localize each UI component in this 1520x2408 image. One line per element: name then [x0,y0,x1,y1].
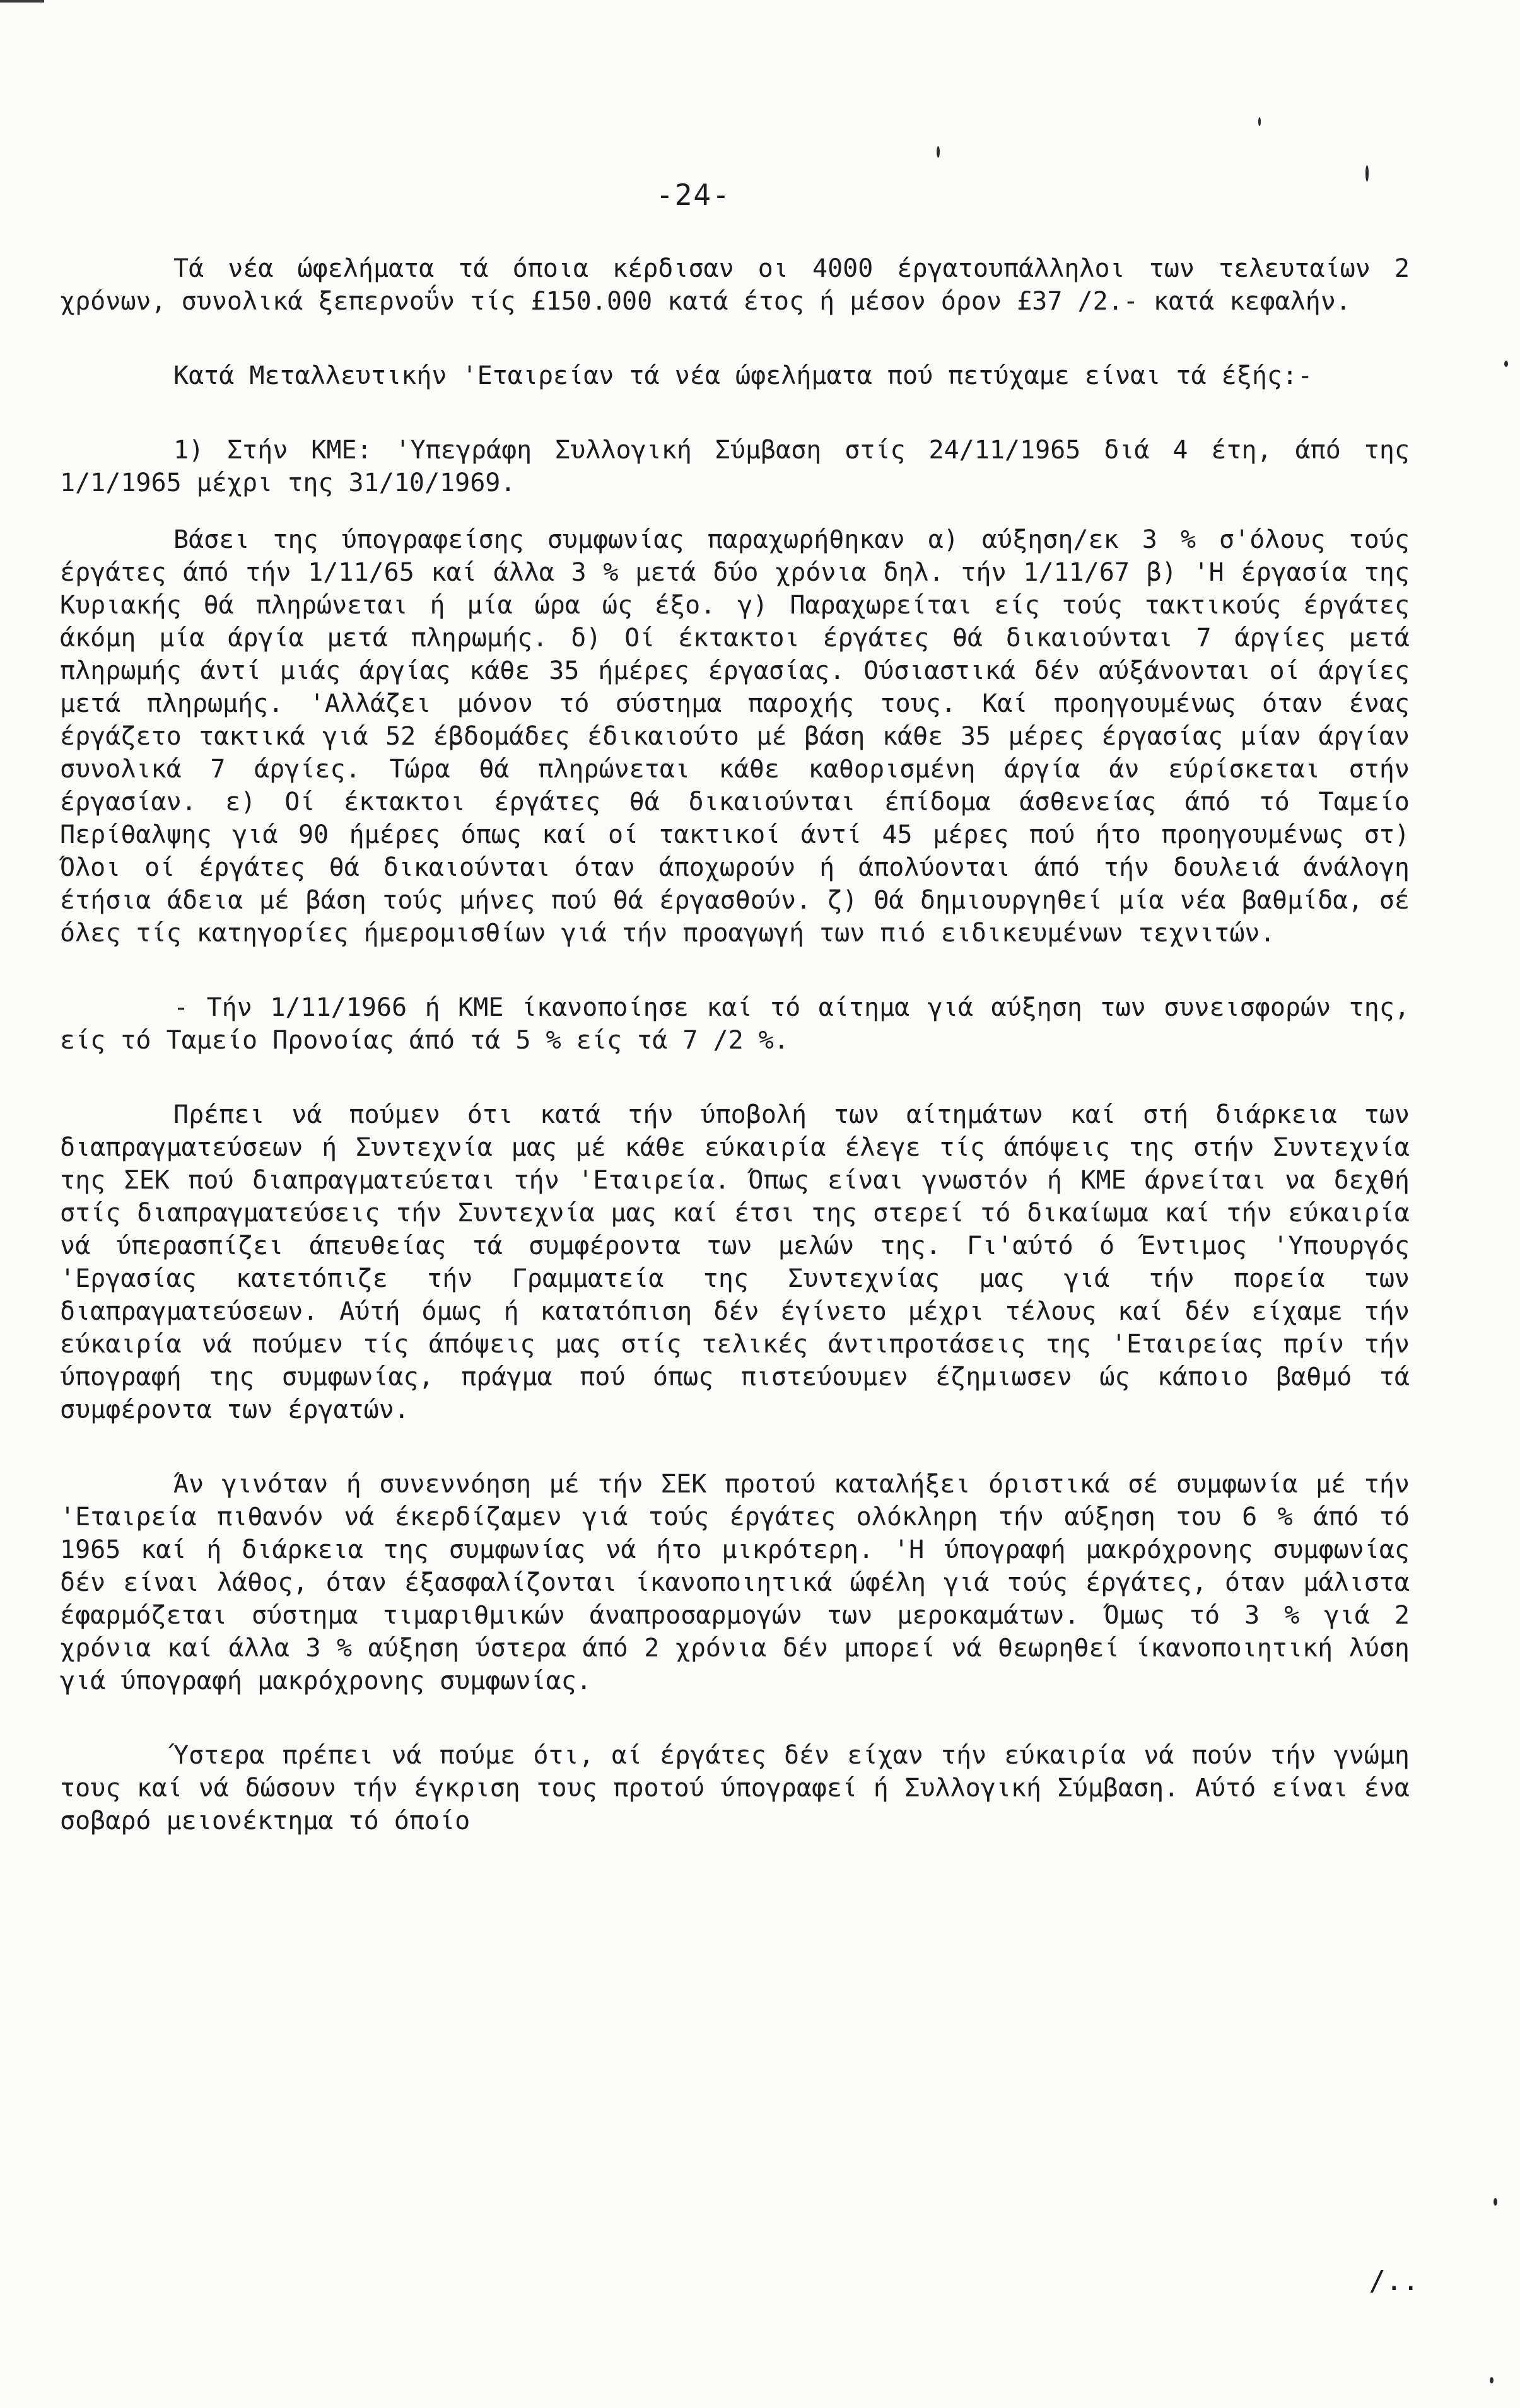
scan-speck [937,146,940,158]
scan-speck [1490,2377,1494,2383]
paragraph-4: Βάσει της ύπογραφείσης συμφωνίας παραχωρήθηκαν α) αύξηση/εκ 3 % σ'όλους τούς έργάτες άπό τήν 1/11/65 καί άλλα 3 % μετά δύο χρόνια δηλ. τήν 1/11/67 β) 'Η έργασία της Κυριακής θά πληρώνεται ή μία ώρα ώς έξο. γ) Παραχωρείται είς τούς τακτικούς έργάτες άκόμη μία άργία μετά πληρωμής. δ) Οί έκτακτοι έργάτες θά δικαιούνται 7 άργίες μετά πληρωμής άντί μιάς άργίας κάθε 35 ήμέρες έργασίας. Ούσιαστικά δέν αύξάνονται οί άργίες μετά πληρωμής. 'Αλλάζει μόνον τό σύστημα παροχής τους. Καί προηγουμένως όταν ένας έργάζετο τακτικά γιά 52 έβδομάδες έδικαιούτο μέ βάση κάθε 35 μέρες έργασίας μίαν άργίαν συνολικά 7 άργίες. Τώρα θά πληρώνεται κάθε καθορισμένη άργία άν εύρίσκεται στήν έργασίαν. ε) Οί έκτακτοι έργάτες θά δικαιούνται έπίδομα άσθενείας άπό τό Ταμείο Περίθαλψης γιά 90 ήμέρες όπως καί οί τακτικοί άντί 45 μέρες πού ήτο προηγουμένως στ) Όλοι οί έργάτες θά δικαιούνται όταν άποχωρούν ή άπολύονται άπό τήν δουλειά άνάλογη έτήσια άδεια μέ βάση τούς μήνες πού θά έργασθούν. ζ) Θά δημιουργηθεί μία νέα βαθμίδα, σέ όλες τίς κατηγορίες ήμερομισθίων γιά τήν προαγωγή των πιό ειδικευμένων τεχνιτών. [60,525,1410,948]
paragraph-8: Ύστερα πρέπει νά πούμε ότι, αί έργάτες δέν είχαν τήν εύκαιρία νά πούν τήν γνώμη τους καί νά δώσουν τήν έγκριση τους προτού ύπογραφεί ή Συλλογική Σύμβαση. Αύτό είναι ένα σοβαρό μειονέκτημα τό όποίο [60,1741,1410,1835]
paragraph-2: Κατά Μεταλλευτικήν 'Εταιρείαν τά νέα ώφελήματα πού πετύχαμε είναι τά έξής:- [173,361,1313,390]
continuation-mark: /.. [1369,2265,1419,2297]
paragraph-3: 1) Στήν ΚΜΕ: 'Υπεγράφη Συλλογική Σύμβαση στίς 24/11/1965 διά 4 έτη, άπό της 1/1/1965 μέχρι της 31/10/1969. [60,436,1410,497]
paragraph-7: Άν γινόταν ή συνεννόηση μέ τήν ΣΕΚ προτού καταλήξει όριστικά σέ συμφωνία μέ τήν 'Εταιρεία πιθανόν νά έκερδίζαμεν γιά τούς έργάτες ολόκληρη τήν αύξηση του 6 % άπό τό 1965 καί ή διάρκεια της συμφωνίας νά ήτο μικρότερη. 'Η ύπογραφή μακρόχρονης συμφωνίας δέν είναι λάθος, όταν έξασφαλίζονται ίκανοποιητικά ώφέλη γιά τούς έργάτες, όταν μάλιστα έφαρμόζεται σύστημα τιμαριθμικών άναπροσαρμογών των μεροκαμάτων. Όμως τό 3 % γιά 2 χρόνια καί άλλα 3 % αύξηση ύστερα άπό 2 χρόνια δέν μπορεί νά θεωρηθεί ίκανοποιητική λύση γιά ύπογραφή μακρόχρονης συμφωνίας. [60,1470,1410,1695]
scan-corner-mark [0,0,44,3]
scan-speck [1258,117,1261,126]
scan-speck [1365,165,1369,182]
paragraph-5: - Τήν 1/11/1966 ή ΚΜΕ ίκανοποίησε καί τό αίτημα γιά αύξηση των συνεισφορών της, είς τό Ταμείο Προνοίας άπό τά 5 % είς τά 7 /2 %. [60,993,1410,1055]
document-body [60,252,1410,1879]
page-number: -24- [656,178,731,212]
scan-speck [1504,361,1508,367]
paragraph-1: Τά νέα ώφελήματα τά όποια κέρδισαν οι 4000 έργατουπάλληλοι των τελευταίων 2 χρόνων, συνολικά ξεπερνοΰν τίς £150.000 κατά έτος ή μέσον όρον £37 /2.- κατά κεφαλήν. [60,254,1410,316]
scan-speck [1494,2198,1497,2206]
paragraph-6: Πρέπει νά πούμεν ότι κατά τήν ύποβολή των αίτημάτων καί στή διάρκεια των διαπραγματεύσεων ή Συντεχνία μας μέ κάθε εύκαιρία έλεγε τίς άπόψεις της στήν Συντεχνία της ΣΕΚ πού διαπραγματεύεται τήν 'Εταιρεία. Όπως είναι γνωστόν ή ΚΜΕ άρνείται να δεχθή στίς διαπραγματεύσεις τήν Συντεχνία μας καί έτσι της στερεί τό δικαίωμα καί τήν εύκαιρία νά ύπερασπίζει άπευθείας τά συμφέροντα των μελών της. Γι'αύτό ό Έντιμος 'Υπουργός 'Εργασίας κατετόπιζε τήν Γραμματεία της Συντεχνίας μας γιά τήν πορεία των διαπραγματεύσεων. Αύτή όμως ή κατατόπιση δέν έγίνετο μέχρι τέλους καί δέν είχαμε τήν εύκαιρία νά πούμεν τίς άπόψεις μας στίς τελικές άντιπροτάσεις της 'Εταιρείας πρίν τήν ύπογραφή της συμφωνίας, πράγμα πού όπως πιστεύουμεν έζημιωσεν ώς κάποιο βαθμό τά συμφέροντα των έργατών. [60,1100,1410,1424]
